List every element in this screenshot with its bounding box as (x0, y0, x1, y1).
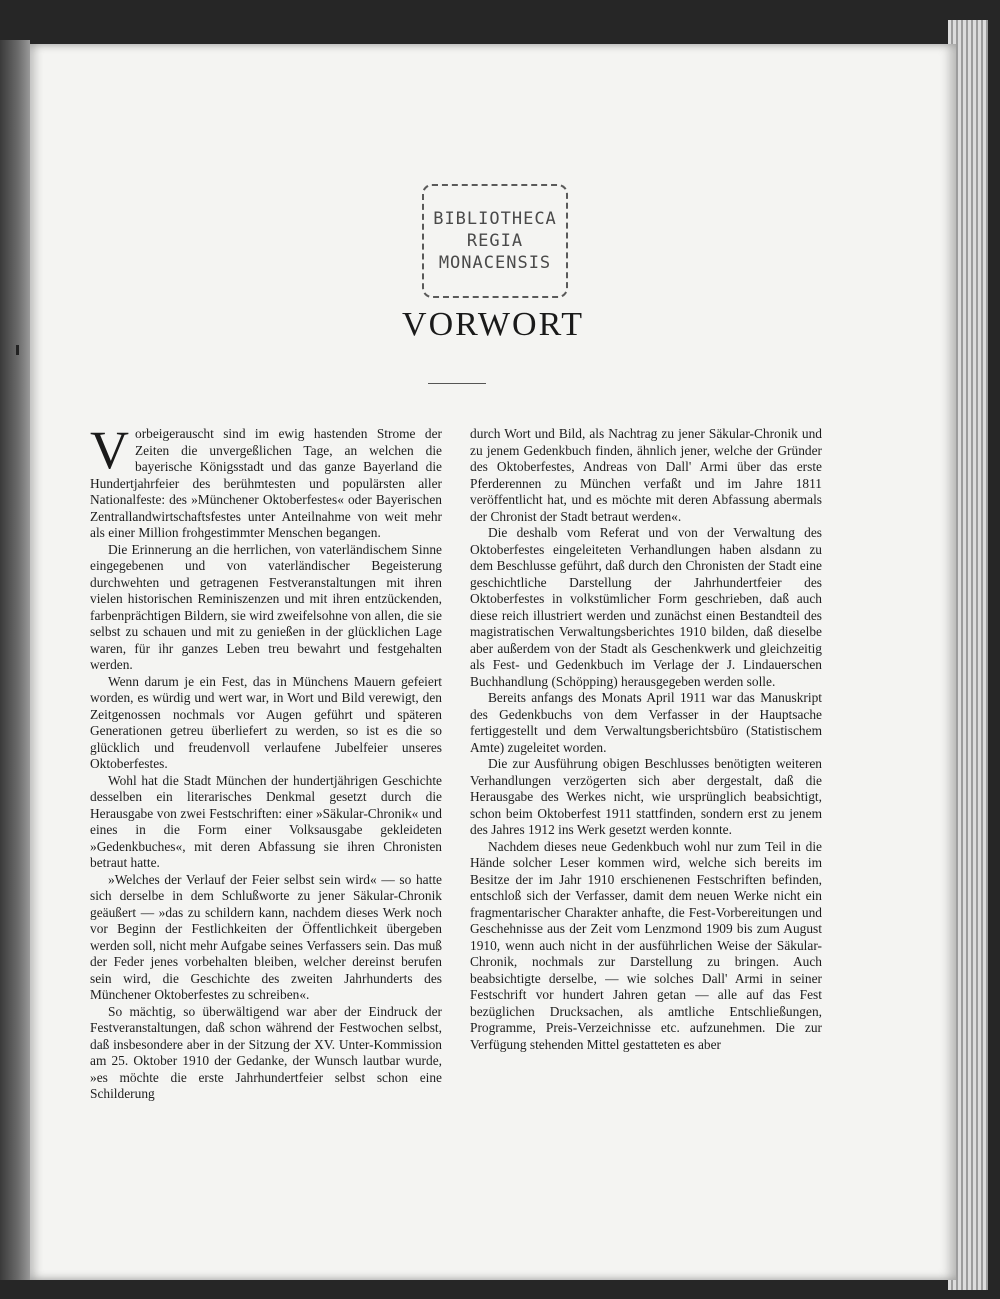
right-text-column (470, 426, 822, 1053)
title-divider (428, 383, 486, 384)
drop-cap: V (90, 420, 129, 480)
paragraph: Nachdem dieses neue Gedenkbuch wohl nur zum Teil in die Hände solcher Leser kommen wird, welche sich bereits im Besitze der im Jahr 1910 erschienenen Festschriften befinden, entschloß sich der Verfasser, damit dem neuen Werke nicht ein fragmentarischer Charakter anhafte, die Fest-Vorbereitungen und Geschehnisse aus der Zeit vom Lenzmond 1909 bis zum August 1910, wenn auch nicht in der ausführlichen Weise der Säkular-Chronik, nochmals zur Darstellung zu bringen. Auch beabsichtigte derselbe, — wie solches Dall' Armi in seiner Festschrift vor hundert Jahren getan — alle auf das Fest bezüglichen Drucksachen, als amtliche Entschließungen, Programme, Preis-Verzeichnisse etc. aufzunehmen. Die zur Verfügung stehenden Mittel gestatteten es aber (470, 838, 822, 1052)
left-text-column (90, 420, 442, 1103)
library-stamp (422, 184, 568, 298)
paragraph (90, 420, 442, 542)
book-binding-edge (0, 40, 30, 1280)
paragraph: Wohl hat die Stadt München der hundertjährigen Geschichte desselben ein literarisches Denkmal gesetzt durch die Herausgabe von zwei Festschriften: einer »Säkular-Chronik« und eines in die Form einer Volksausgabe gekleideten »Gedenkbuches«, mit deren Abfassung sie ihren Chronisten betraut hatte. (90, 772, 442, 870)
paragraph: Die Erinnerung an die herrlichen, von vaterländischem Sinne eingegebenen und von vaterländischer Begeisterung durchwehten und getragenen Festveranstaltungen mit ihren vielen historischen Reminiszenzen und mit ihren entzückenden, farbenprächtigen Bildern, sie wird zweifelsohne von allen, die sie selbst zu schauen und mit zu genießen in der glücklichen Lage waren, für ihr ganzes Leben treu bewahrt und festgehalten werden. (90, 541, 442, 672)
paragraph: Die zur Ausführung obigen Beschlusses benötigten weiteren Verhandlungen verzögerten sich aber dergestalt, daß die Herausgabe des Werkes nicht, wie ursprünglich beabsichtigt, schon beim Oktoberfest 1911 stattfinden, sondern erst zu jenem des Jahres 1912 ins Werk gesetzt werden konnte. (470, 756, 822, 837)
paragraph: »Welches der Verlauf der Feier selbst sein wird« — so hatte sich derselbe in dem Schlußworte zu jener Säkular-Chronik geäußert — »das zu schildern kann, nachdem dieses Werk noch vor Beginn der Festlichkeiten der Öffentlichkeit übergeben werden soll, nicht mehr Aufgabe seines Verfassers sein. Das muß der Feder jenes vorbehalten bleiben, welcher dereinst berufen sein wird, die Geschichte des zweiten Jahrhunderts des Münchener Oktoberfestes zu schreiben«. (90, 871, 442, 1002)
paragraph: Die deshalb vom Referat und von der Verwaltung des Oktoberfestes eingeleiteten Verhandlungen haben alsdann zu dem Beschlusse geführt, daß durch den Chronisten der Stadt eine geschichtliche Darstellung der Jahrhundertfeier des Oktoberfestes in volkstümlicher Form geschrieben, daß auch diese reich illustriert werden und zunächst einen Bestandteil des magistratischen Verwaltungsberichtes 1910 bilden, daß dieselbe aber außerdem von der Stadt als Geschenkwerk und gleichzeitig als Fest- und Gedenkbuch im Verlage der J. Lindauerschen Buchhandlung (Schöpping) herausgegeben werden solle. (470, 525, 822, 689)
paragraph: Wenn darum je ein Fest, das in Münchens Mauern gefeiert worden, es würdig und wert war, in Wort und Bild verewigt, den Zeitgenossen nochmals vor Augen geführt und späteren Generationen getreu überliefert zu werden, so ist es die so glücklich und freudenvoll verlaufene Jubelfeier unseres Oktoberfestes. (90, 673, 442, 771)
stamp-line-3: MONACENSIS (438, 253, 552, 273)
paragraph: Bereits anfangs des Monats April 1911 war das Manuskript des Gedenkbuchs von dem Verfasser in der Hauptsache fertiggestellt und dem Verwaltungsberichtsbüro (Statistischem Amte) zugeleitet worden. (470, 690, 822, 755)
paragraph: durch Wort und Bild, als Nachtrag zu jener Säkular-Chronik und zu jenem Gedenkbuch finden, ähnlich jener, welche der Gründer des Oktoberfestes, Andreas von Dall' Armi über das erste Pferderennen zu München verfaßt und im Jahre 1811 veröffentlicht hat, und es möchte mit deren Abfassung abermals der Chronist der Stadt betraut werden«. (470, 426, 822, 524)
page-title: VORWORT (402, 306, 584, 343)
paragraph-text: orbeigerauscht sind im ewig hastenden Strome der Zeiten die unvergeßlichen Tage, an welchen die bayerische Königsstadt und das ganze Bayerland die Hundertjahrfeier des berühmtesten und populärsten aller Nationalfeste: des »Münchener Oktoberfestes« oder Bayerischen Zentrallandwirtschaftsfestes unter Anteilnahme von weit mehr als einer Million frohgestimmter Menschen begangen. (90, 426, 442, 540)
stamp-line-1: BIBLIOTHECA (433, 209, 557, 229)
margin-mark (16, 345, 19, 355)
book-page (30, 44, 956, 1280)
stamp-line-2: REGIA (466, 231, 524, 251)
paragraph: So mächtig, so überwältigend war aber der Eindruck der Festveranstaltungen, daß schon während der Festwochen selbst, daß insbesondere aber in der Sitzung der XV. Unter-Kommission am 25. Oktober 1910 der Gedanke, der Wunsch lautbar wurde, »es möchte die erste Jahrhundertfeier selbst schon eine Schilderung (90, 1003, 442, 1101)
